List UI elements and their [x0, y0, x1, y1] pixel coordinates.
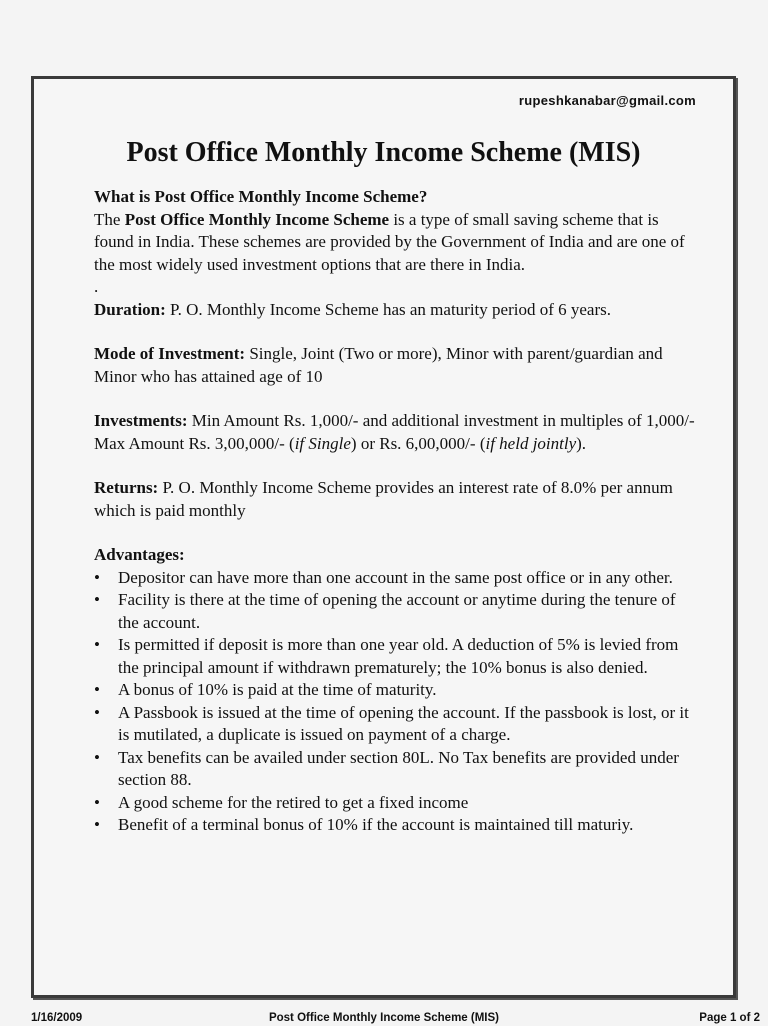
document-body — [94, 186, 697, 837]
list-item-text: Facility is there at the time of opening the account or anytime during the tenure of the account. — [118, 590, 676, 632]
author-email[interactable]: rupeshkanabar@gmail.com — [518, 93, 696, 108]
duration-text: P. O. Monthly Income Scheme has an maturity period of 6 years. — [165, 299, 611, 319]
bullet-icon: • — [94, 792, 100, 812]
mode-paragraph — [94, 343, 697, 388]
intro-paragraph — [94, 209, 697, 277]
bullet-icon: • — [94, 567, 100, 587]
list-item-text: A bonus of 10% is paid at the time of maturity. — [118, 680, 437, 699]
list-item — [94, 702, 697, 747]
document-title: Post Office Monthly Income Scheme (MIS) — [126, 137, 641, 168]
bullet-icon: • — [94, 815, 100, 834]
list-item — [94, 747, 697, 792]
list-item — [94, 589, 697, 634]
investments-text-1: Min Amount Rs. 1,000/- and additional investment in multiples of 1,000/- Max Amount Rs. 3,00,000/- ( — [94, 411, 695, 453]
mode-text: Single, Joint (Two or more), Minor with parent/guardian and Minor who has attained age of 10 — [94, 344, 663, 386]
intro-heading: What is Post Office Monthly Income Scheme? — [94, 187, 428, 206]
list-item — [94, 679, 697, 702]
list-item-text: Depositor can have more than one account in the same post office or in any other. — [118, 567, 673, 587]
list-item-text: A Passbook is issued at the time of opening the account. If the passbook is lost, or it is mutilated, a duplicate is issued on payment of a charge. — [118, 702, 689, 744]
investments-label: Investments: — [94, 411, 188, 430]
document-page — [31, 76, 736, 998]
intro-scheme-name: Post Office Monthly Income Scheme — [124, 209, 390, 229]
investments-text-3: ). — [576, 433, 587, 453]
footer-date: 1/16/2009 — [31, 1012, 83, 1024]
investments-italic-single: if Single — [294, 433, 351, 453]
intro-trailing-dot: . — [94, 277, 99, 296]
list-item — [94, 814, 697, 837]
bullet-icon: • — [94, 590, 100, 609]
bullet-icon: • — [94, 635, 100, 654]
bullet-icon: • — [94, 747, 100, 767]
returns-text: P. O. Monthly Income Scheme provides an interest rate of 8.0% per annum which is paid monthly — [94, 478, 673, 520]
investments-text-2: ) or Rs. 6,00,000/- ( — [350, 433, 486, 453]
returns-paragraph — [94, 477, 697, 522]
intro-text: is a type of small saving scheme that is found in India. These schemes are provided by the Government of India and are one of the most widely used investment options that are there in India. — [94, 209, 685, 274]
intro-lead: The — [94, 209, 125, 229]
footer-title: Post Office Monthly Income Scheme (MIS) — [268, 1012, 500, 1024]
mode-label: Mode of Investment: — [94, 344, 246, 363]
footer-page-number: Page 1 of 2 — [699, 1012, 760, 1024]
advantages-heading: Advantages: — [94, 545, 185, 564]
duration-label: Duration: — [94, 299, 166, 319]
list-item-text: Tax benefits can be availed under section 80L. No Tax benefits are provided under section 88. — [118, 747, 679, 789]
list-item — [94, 792, 697, 815]
investments-italic-jointly: if held jointly — [485, 433, 577, 453]
list-item — [94, 567, 697, 590]
list-item-text: Benefit of a terminal bonus of 10% if the account is maintained till maturiy. — [118, 815, 634, 834]
advantages-list — [94, 567, 697, 837]
list-item — [94, 634, 697, 679]
bullet-icon: • — [94, 680, 100, 699]
duration-paragraph — [94, 299, 697, 322]
bullet-icon: • — [94, 702, 100, 722]
list-item-text: Is permitted if deposit is more than one year old. A deduction of 5% is levied from the principal amount if withdrawn prematurely; the 10% bonus is also denied. — [118, 635, 679, 677]
list-item-text: A good scheme for the retired to get a fixed income — [118, 792, 469, 812]
investments-paragraph — [94, 410, 697, 455]
returns-label: Returns: — [94, 478, 159, 497]
